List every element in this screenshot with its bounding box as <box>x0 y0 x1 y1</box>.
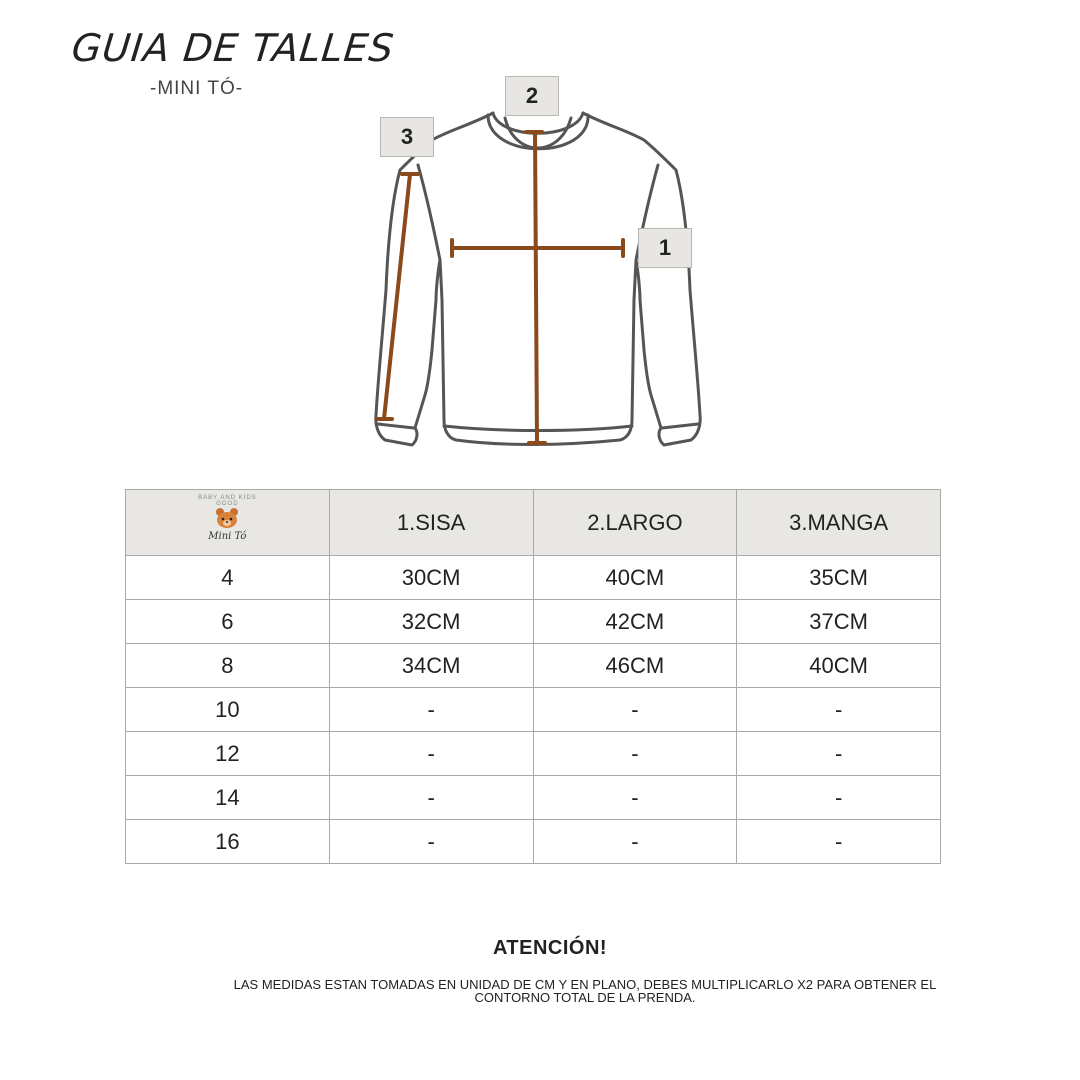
measure-manga <box>384 174 410 419</box>
largo-cell: 46CM <box>533 644 737 688</box>
table-row <box>126 556 941 600</box>
logo-brand-text: Mini Tó <box>208 530 247 542</box>
logo-cell <box>126 490 330 556</box>
largo-cell: - <box>533 732 737 776</box>
brand-logo <box>197 495 257 545</box>
table-header-row <box>126 490 941 556</box>
manga-cell: - <box>737 776 941 820</box>
sisa-cell: - <box>329 688 533 732</box>
sisa-cell: 34CM <box>329 644 533 688</box>
table-row <box>126 600 941 644</box>
manga-cell: 40CM <box>737 644 941 688</box>
attention-title: ATENCIÓN! <box>492 937 608 959</box>
table-row <box>126 688 941 732</box>
tag-sisa: 1 <box>638 228 692 268</box>
largo-cell: - <box>533 820 737 864</box>
manga-cell: 37CM <box>737 600 941 644</box>
manga-cell: 35CM <box>737 556 941 600</box>
brand-subtitle: -MINI TÓ- <box>150 78 244 99</box>
table-row <box>126 820 941 864</box>
measure-largo <box>535 132 537 443</box>
column-header-largo: 2.LARGO <box>533 490 737 556</box>
sisa-cell: 32CM <box>329 600 533 644</box>
column-header-manga: 3.MANGA <box>737 490 941 556</box>
bear-icon <box>215 507 239 529</box>
page-title: GUIA DE TALLES <box>69 26 397 70</box>
sisa-cell: 30CM <box>329 556 533 600</box>
manga-cell: - <box>737 820 941 864</box>
size-cell: 4 <box>126 556 330 600</box>
largo-cell: 42CM <box>533 600 737 644</box>
sisa-cell: - <box>329 776 533 820</box>
tag-manga: 3 <box>380 117 434 157</box>
manga-cell: - <box>737 688 941 732</box>
size-cell: 12 <box>126 732 330 776</box>
sisa-cell: - <box>329 820 533 864</box>
size-cell: 16 <box>126 820 330 864</box>
logo-arc-text: BABY AND KIDS GOOD <box>198 494 257 507</box>
size-cell: 10 <box>126 688 330 732</box>
tag-largo: 2 <box>505 76 559 116</box>
table-row <box>126 644 941 688</box>
size-cell: 6 <box>126 600 330 644</box>
sweater-diagram <box>0 0 1080 480</box>
manga-cell: - <box>737 732 941 776</box>
table-row <box>126 732 941 776</box>
largo-cell: 40CM <box>533 556 737 600</box>
largo-cell: - <box>533 776 737 820</box>
table-row <box>126 776 941 820</box>
attention-text: LAS MEDIDAS ESTAN TOMADAS EN UNIDAD DE CM Y EN PLANO, DEBES MULTIPLICARLO X2 PARA OBTENER EL CONTORNO TOTAL DE LA PRENDA. <box>233 977 937 1005</box>
size-table <box>125 489 941 864</box>
sisa-cell: - <box>329 732 533 776</box>
largo-cell: - <box>533 688 737 732</box>
size-cell: 14 <box>126 776 330 820</box>
size-cell: 8 <box>126 644 330 688</box>
column-header-sisa: 1.SISA <box>329 490 533 556</box>
